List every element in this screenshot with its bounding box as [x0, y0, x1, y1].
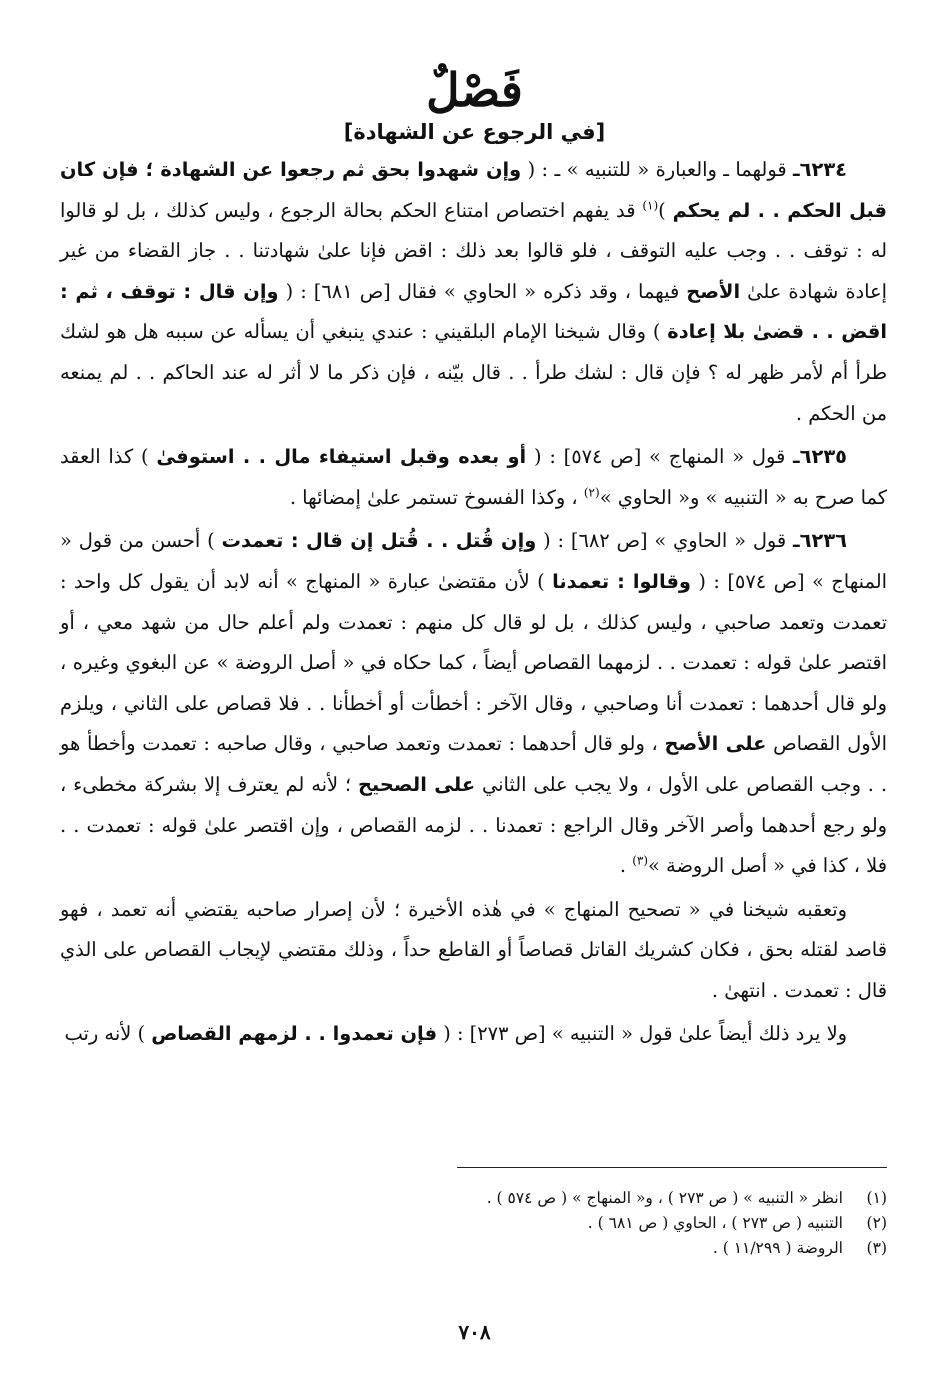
paragraph — [60, 1014, 887, 1055]
text-segment: ) لأن مقتضىٰ عبارة « المنهاج » أنه لابد أن يقول كل واحد : تعمدت وتعمد صاحبي ، وليس كذلك ، بل لو قال كل منهم : تعمدت ولم أعلم حال من شهد معي ، أو اقتصر علىٰ قوله : تعمدت . . لزمهما القصاص أيضاً ، كما حكاه في « أصل الروضة » عن البغوي وغيره ، ولو قال أحدهما : تعمدت أنا وصاحبي ، وقال الآخر : أخطأت أو أخطأنا . . فلا قصاص على الثاني ، ويلزم الأول القصاص — [60, 569, 888, 756]
footnote — [120, 1186, 887, 1211]
main-text — [60, 150, 887, 1058]
text-segment: . — [619, 854, 633, 878]
text-segment: ولا يرد ذلك أيضاً علىٰ قول « التنبيه » [ص ٢٧٣] : ( — [437, 1022, 847, 1046]
section-ornament-title: فَصْلٌ — [426, 63, 523, 117]
footnote-text: التنبيه ( ص ٢٧٣ ) ، الحاوي ( ص ٦٨١ ) . — [587, 1214, 843, 1232]
footnote-text: الروضة ( ١١/٢٩٩ ) . — [712, 1239, 843, 1257]
text-segment: ، وكذا الفسوخ تستمر علىٰ إمضائها . — [289, 485, 584, 509]
footnote-ref: (٣) — [632, 853, 649, 868]
text-segment: قول « الحاوي » [ص ٦٨٢] : ( — [536, 529, 794, 553]
bold-text: على الصحيح — [357, 772, 476, 796]
footnote-divider — [457, 1167, 887, 1168]
footnote — [120, 1211, 887, 1236]
footnote-text: انظر « التنبيه » ( ص ٢٧٣ ) ، و« المنهاج » ( ص ٥٧٤ ) . — [486, 1189, 843, 1207]
paragraph — [60, 521, 887, 886]
section-subtitle: [في الرجوع عن الشهادة] — [343, 120, 606, 144]
bold-text: على الأصح — [664, 732, 767, 756]
bold-text: الأصح — [686, 279, 741, 303]
footnote-number: (٢) — [866, 1214, 887, 1232]
bold-text: أو بعده وقبل استيفاء مال . . استوفىٰ — [156, 445, 527, 469]
text-segment: ) وقال شيخنا الإمام البلقيني : عندي ينبغي أن يسأله عن سببه هل هو لشك طرأ أم لأمر ظهر له ؟ فإن قال : لشك طرأ . . قال بيّنه ، فإن ذكر ما لا أثر له عند الحاكم . . لم يمنعه من الحكم . — [60, 320, 887, 425]
bold-text: وإن قال : توقف ، ثم : اقض . . قضىٰ بلا إعادة — [60, 279, 887, 344]
paragraph — [60, 150, 887, 434]
bold-text: ٦٢٣٦ـ — [793, 529, 848, 553]
text-segment: قد يفهم اختصاص امتناع الحكم بحالة الرجوع ، وليس كذلك ، بل لو قالوا له : توقف . . وجب عليه التوقف ، فلو قالوا بعد ذلك : اقض فإنا علىٰ شهادتنا . . جاز القضاء من غير إعادة شهادة علىٰ — [60, 198, 887, 303]
text-segment: وتعقبه شيخنا في « تصحيح المنهاج » في هٰذه الأخيرة ؛ لأن إصرار صاحبه يقتضي أنه تعمد ، فهو قاصد لقتله بحق ، فكان كشريك القاتل قصاصاً أو القاطع حداً ، وذلك مقتضي لإيجاب القصاص على الذي قال : تعمدت . انتهىٰ . — [60, 897, 887, 1002]
text-segment: ) كذا العقد كما صرح به « التنبيه » و« الحاوي » — [60, 445, 887, 509]
bold-text: وقالوا : تعمدنا — [552, 569, 691, 593]
text-segment: ، ولو قال أحدهما : تعمدت وتعمد صاحبي ، وقال صاحبه : تعمدت وأخطأ هو . . وجب القصاص على الأول ، ولا يجب على الثاني — [60, 732, 887, 796]
text-segment: ؛ لأنه لم يعترف إلا بشركة مخطىء ، ولو رجع أحدهما وأصر الآخر وقال الراجع : تعمدنا . . لزمه القصاص ، وإن اقتصر علىٰ قوله : تعمدت . . فلا ، كذا في « أصل الروضة » — [60, 772, 887, 878]
paragraph — [60, 437, 887, 518]
footnotes — [120, 1186, 887, 1261]
bold-text: وإن قُتل . . قُتل إن قال : تعمدت — [221, 529, 537, 553]
page-number: ٧٠٨ — [458, 1320, 491, 1344]
bold-text: فإن تعمدوا . . لزمهم القصاص — [151, 1022, 438, 1046]
bold-text: وإن شهدوا بحق ثم رجعوا عن الشهادة ؛ فإن كان قبل الحكم . . لم يحكم — [60, 158, 888, 222]
bold-text: ٦٢٣٤ـ — [793, 158, 848, 181]
footnote-ref: (٢) — [583, 485, 600, 500]
footnote-number: (٣) — [866, 1239, 887, 1257]
text-segment: قولهما ـ والعبارة « للتنبيه » ـ : ( — [521, 158, 794, 181]
text-segment: قول « المنهاج » [ص ٥٧٤] : ( — [526, 445, 794, 469]
section-header — [0, 62, 949, 144]
paragraph — [60, 890, 887, 1012]
footnote-ref: (١) — [642, 198, 659, 213]
footnote-number: (١) — [866, 1189, 887, 1207]
text-segment: ) أحسن من قول « المنهاج » [ص ٥٧٤] : ( — [60, 529, 888, 593]
footnote — [120, 1236, 887, 1261]
text-segment: ) — [658, 198, 673, 222]
text-segment: ) لأنه رتب — [64, 1022, 152, 1046]
text-segment: فيهما ، وقد ذكره « الحاوي » فقال [ص ٦٨١] : ( — [278, 279, 687, 303]
bold-text: ٦٢٣٥ـ — [793, 445, 848, 469]
